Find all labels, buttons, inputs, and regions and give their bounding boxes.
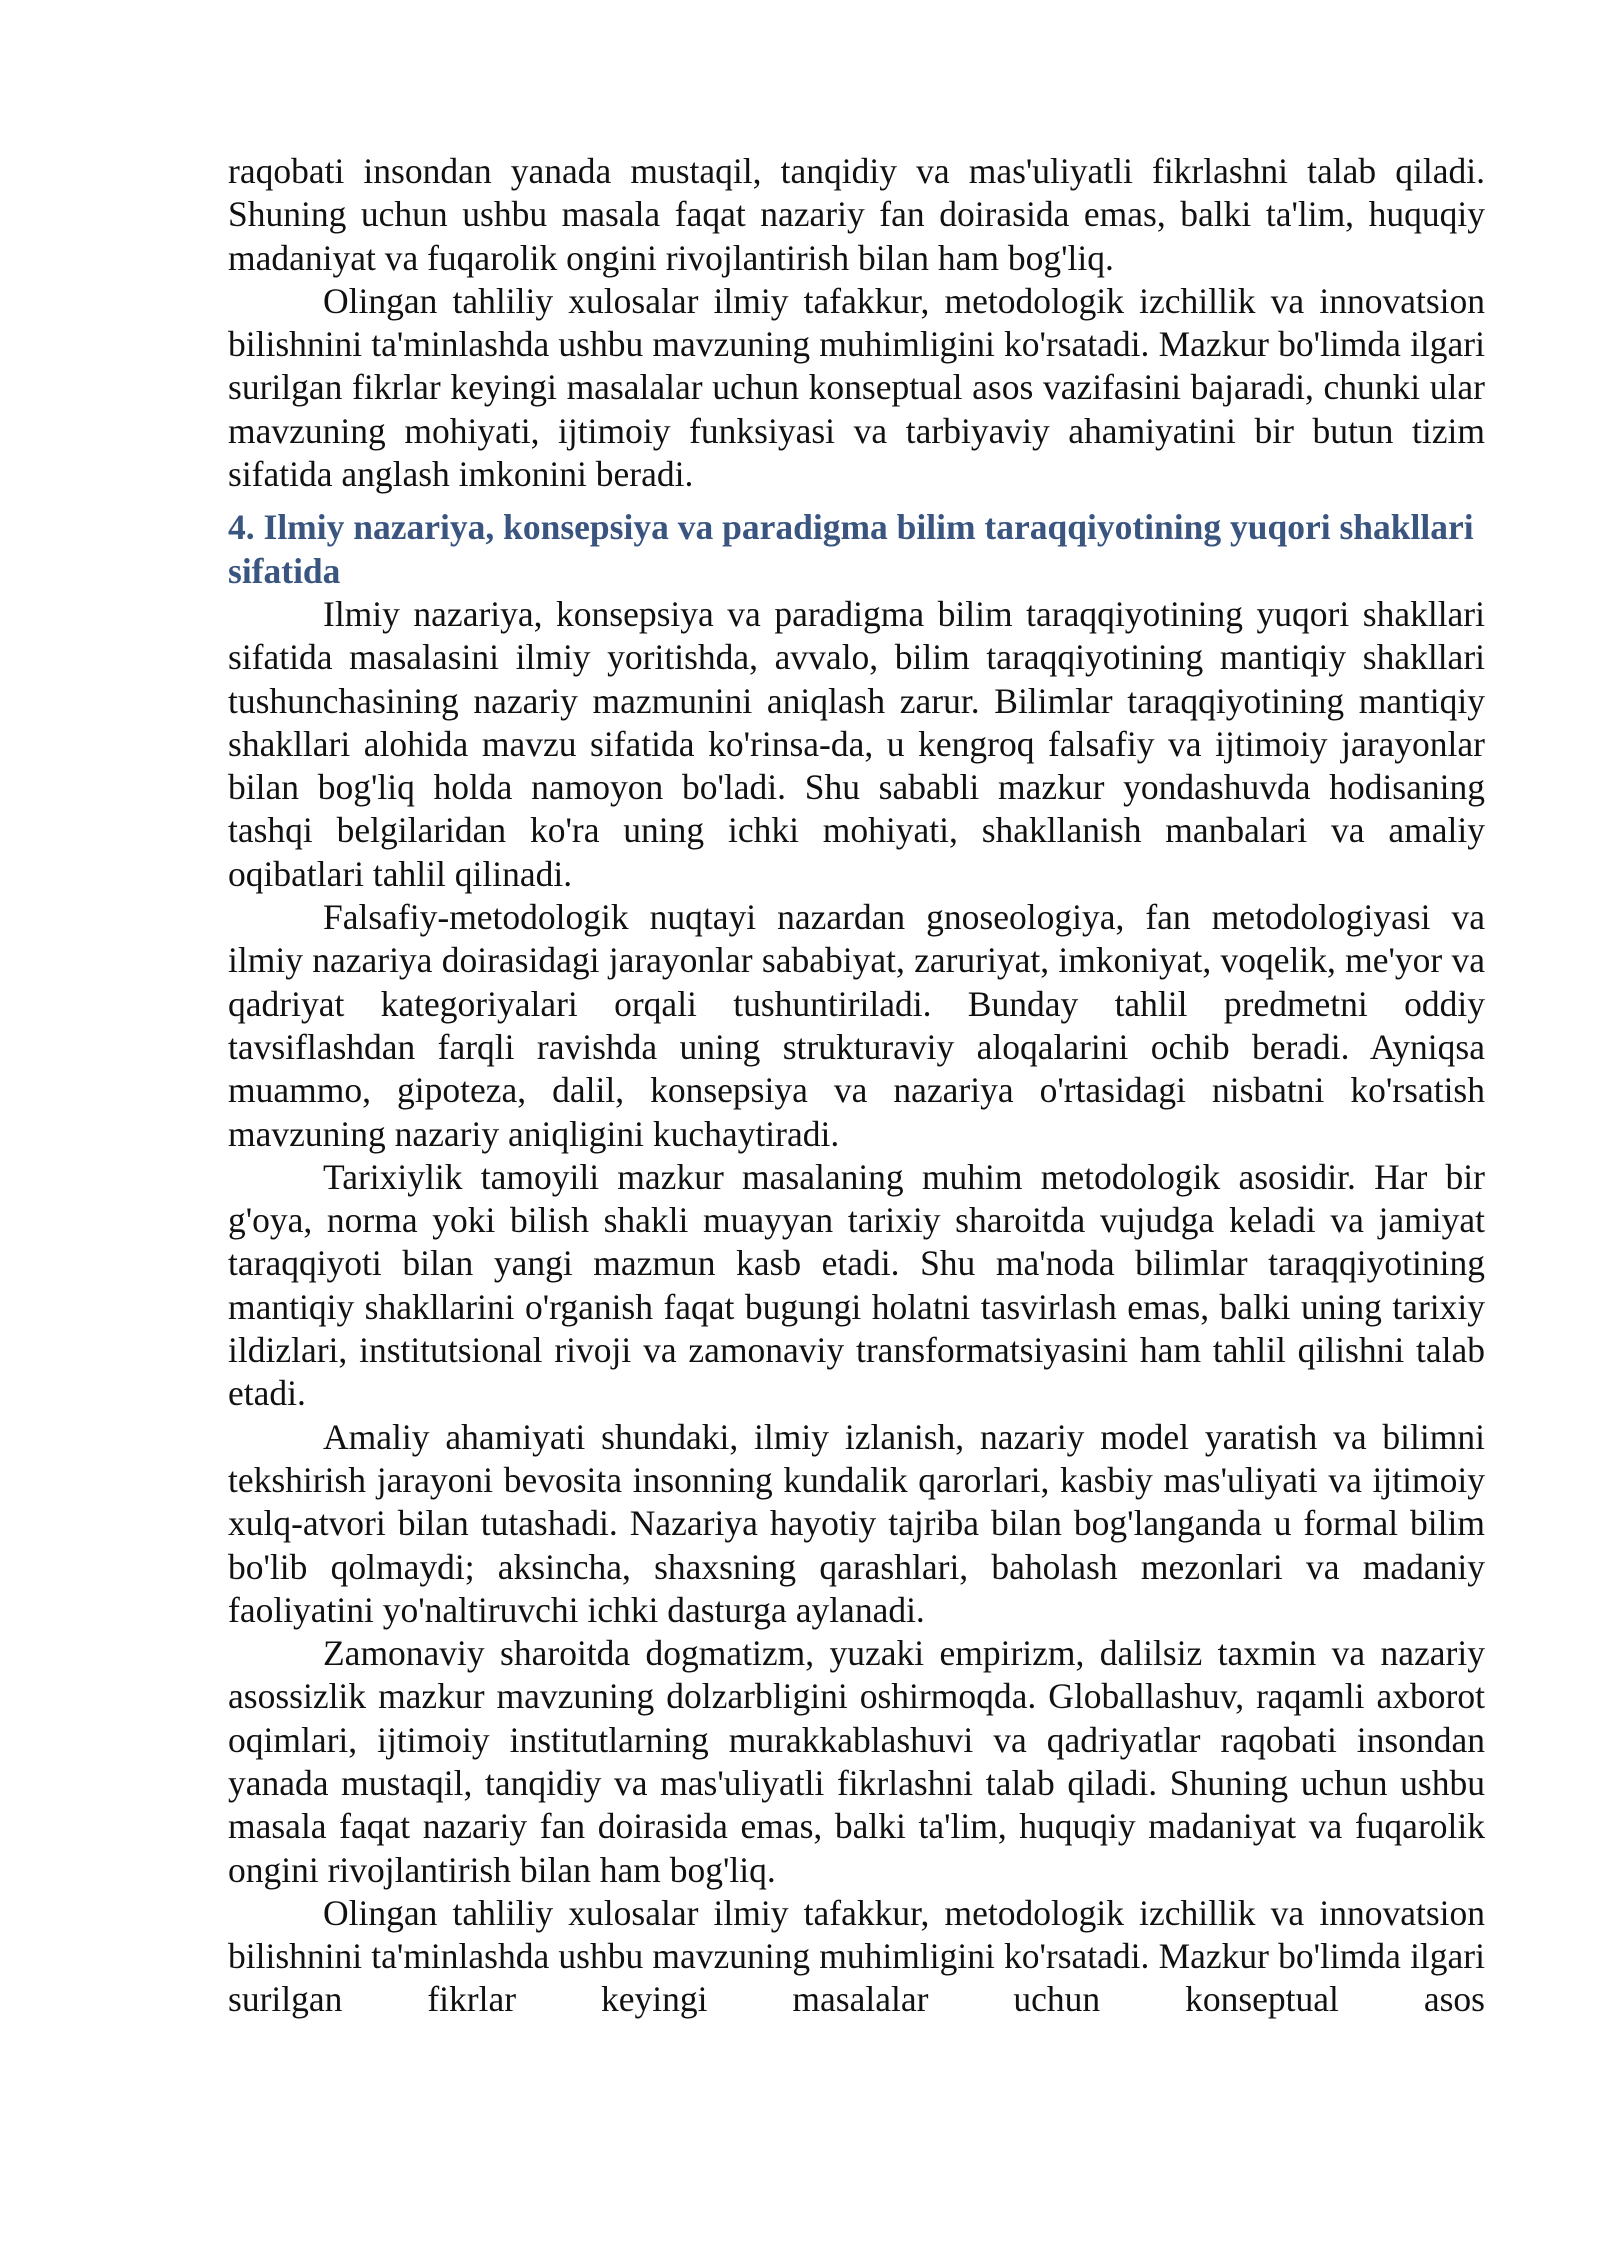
paragraph: Ilmiy nazariya, konsepsiya va paradigma bilim taraqqiyotining yuqori shakllari sifatida masalasini ilmiy yoritishda, avvalo, bilim taraqqiyotining mantiqiy shakllari tushunchasining nazariy mazmunini aniqlash zarur. Bilimlar taraqqiyotining mantiqiy shakllari alohida mavzu sifatida ko'rinsa-da, u kengroq falsafiy va ijtimoiy jarayonlar bilan bog'liq holda namoyon bo'ladi. Shu sababli mazkur yondashuvda hodisaning tashqi belgilaridan ko'ra uning ichki mohiyati, shakllanish manbalari va amaliy oqibatlari tahlil qilinadi. [228, 593, 1485, 894]
paragraph: Tarixiylik tamoyili mazkur masalaning muhim metodologik asosidir. Har bir g'oya, norma yoki bilish shakli muayyan tarixiy sharoitda vujudga keladi va jamiyat taraqqiyoti bilan yangi mazmun kasb etadi. Shu ma'noda bilimlar taraqqiyotining mantiqiy shakllarini o'rganish faqat bugungi holatni tasvirlash emas, balki uning tarixiy ildizlari, institutsional rivoji va zamonaviy transformatsiyasini ham tahlil qilishni talab etadi. [228, 1156, 1485, 1414]
paragraph: Zamonaviy sharoitda dogmatizm, yuzaki empirizm, dalilsiz taxmin va nazariy asossizlik mazkur mavzuning dolzarbligini oshirmoqda. Globallashuv, raqamli axborot oqimlari, ijtimoiy institutlarning murakkablashuvi va qadriyatlar raqobati insondan yanada mustaqil, tanqidiy va mas'uliyatli fikrlashni talab qiladi. Shuning uchun ushbu masala faqat nazariy fan doirasida emas, balki ta'lim, huquqiy madaniyat va fuqarolik ongini rivojlantirish bilan ham bog'liq. [228, 1633, 1485, 1890]
paragraph: Falsafiy-metodologik nuqtayi nazardan gnoseologiya, fan metodologiyasi va ilmiy nazariya doirasidagi jarayonlar sababiyat, zaruriyat, imkoniyat, voqelik, me'yor va qadriyat kategoriyalari orqali tushuntiriladi. Bunday tahlil predmetni oddiy tavsiflashdan farqli ravishda uning strukturaviy aloqalarini ochib beradi. Ayniqsa muammo, gipoteza, dalil, konsepsiya va nazariya o'rtasidagi nisbatni ko'rsatish mavzuning nazariy aniqligini kuchaytiradi. [228, 897, 1485, 1154]
section-heading: 4. Ilmiy nazariya, konsepsiya va paradigma bilim taraqqiyotining yuqori shakllari sifatida [228, 507, 1474, 591]
paragraph-truncated: Olingan tahliliy xulosalar ilmiy tafakkur, metodologik izchillik va innovatsion bilishnini ta'minlashda ushbu mavzuning muhimligini ko'rsatadi. Mazkur bo'limda ilgari surilgan fikrlar keyingi masalalar uchun konseptual asos [228, 1892, 1485, 2020]
paragraph-continued: raqobati insondan yanada mustaqil, tanqidiy va mas'uliyatli fikrlashni talab qiladi. Shuning uchun ushbu masala faqat nazariy fan doirasida emas, balki ta'lim, huquqiy madaniyat va fuqarolik ongini rivojlantirish bilan ham bog'liq. [228, 151, 1485, 278]
document-page [228, 150, 1485, 2022]
paragraph: Amaliy ahamiyati shundaki, ilmiy izlanish, nazariy model yaratish va bilimni tekshirish jarayoni bevosita insonning kundalik qarorlari, kasbiy mas'uliyati va ijtimoiy xulq-atvori bilan tutashadi. Nazariya hayotiy tajriba bilan bog'langanda u formal bilim bo'lib qolmaydi; aksincha, shaxsning qarashlari, baholash mezonlari va madaniy faoliyatini yo'naltiruvchi ichki dasturga aylanadi. [228, 1416, 1485, 1630]
paragraph: Olingan tahliliy xulosalar ilmiy tafakkur, metodologik izchillik va innovatsion bilishnini ta'minlashda ushbu mavzuning muhimligini ko'rsatadi. Mazkur bo'limda ilgari surilgan fikrlar keyingi masalalar uchun konseptual asos vazifasini bajaradi, chunki ular mavzuning mohiyati, ijtimoiy funksiyasi va tarbiyaviy ahamiyatini bir butun tizim sifatida anglash imkonini beradi. [228, 280, 1485, 495]
